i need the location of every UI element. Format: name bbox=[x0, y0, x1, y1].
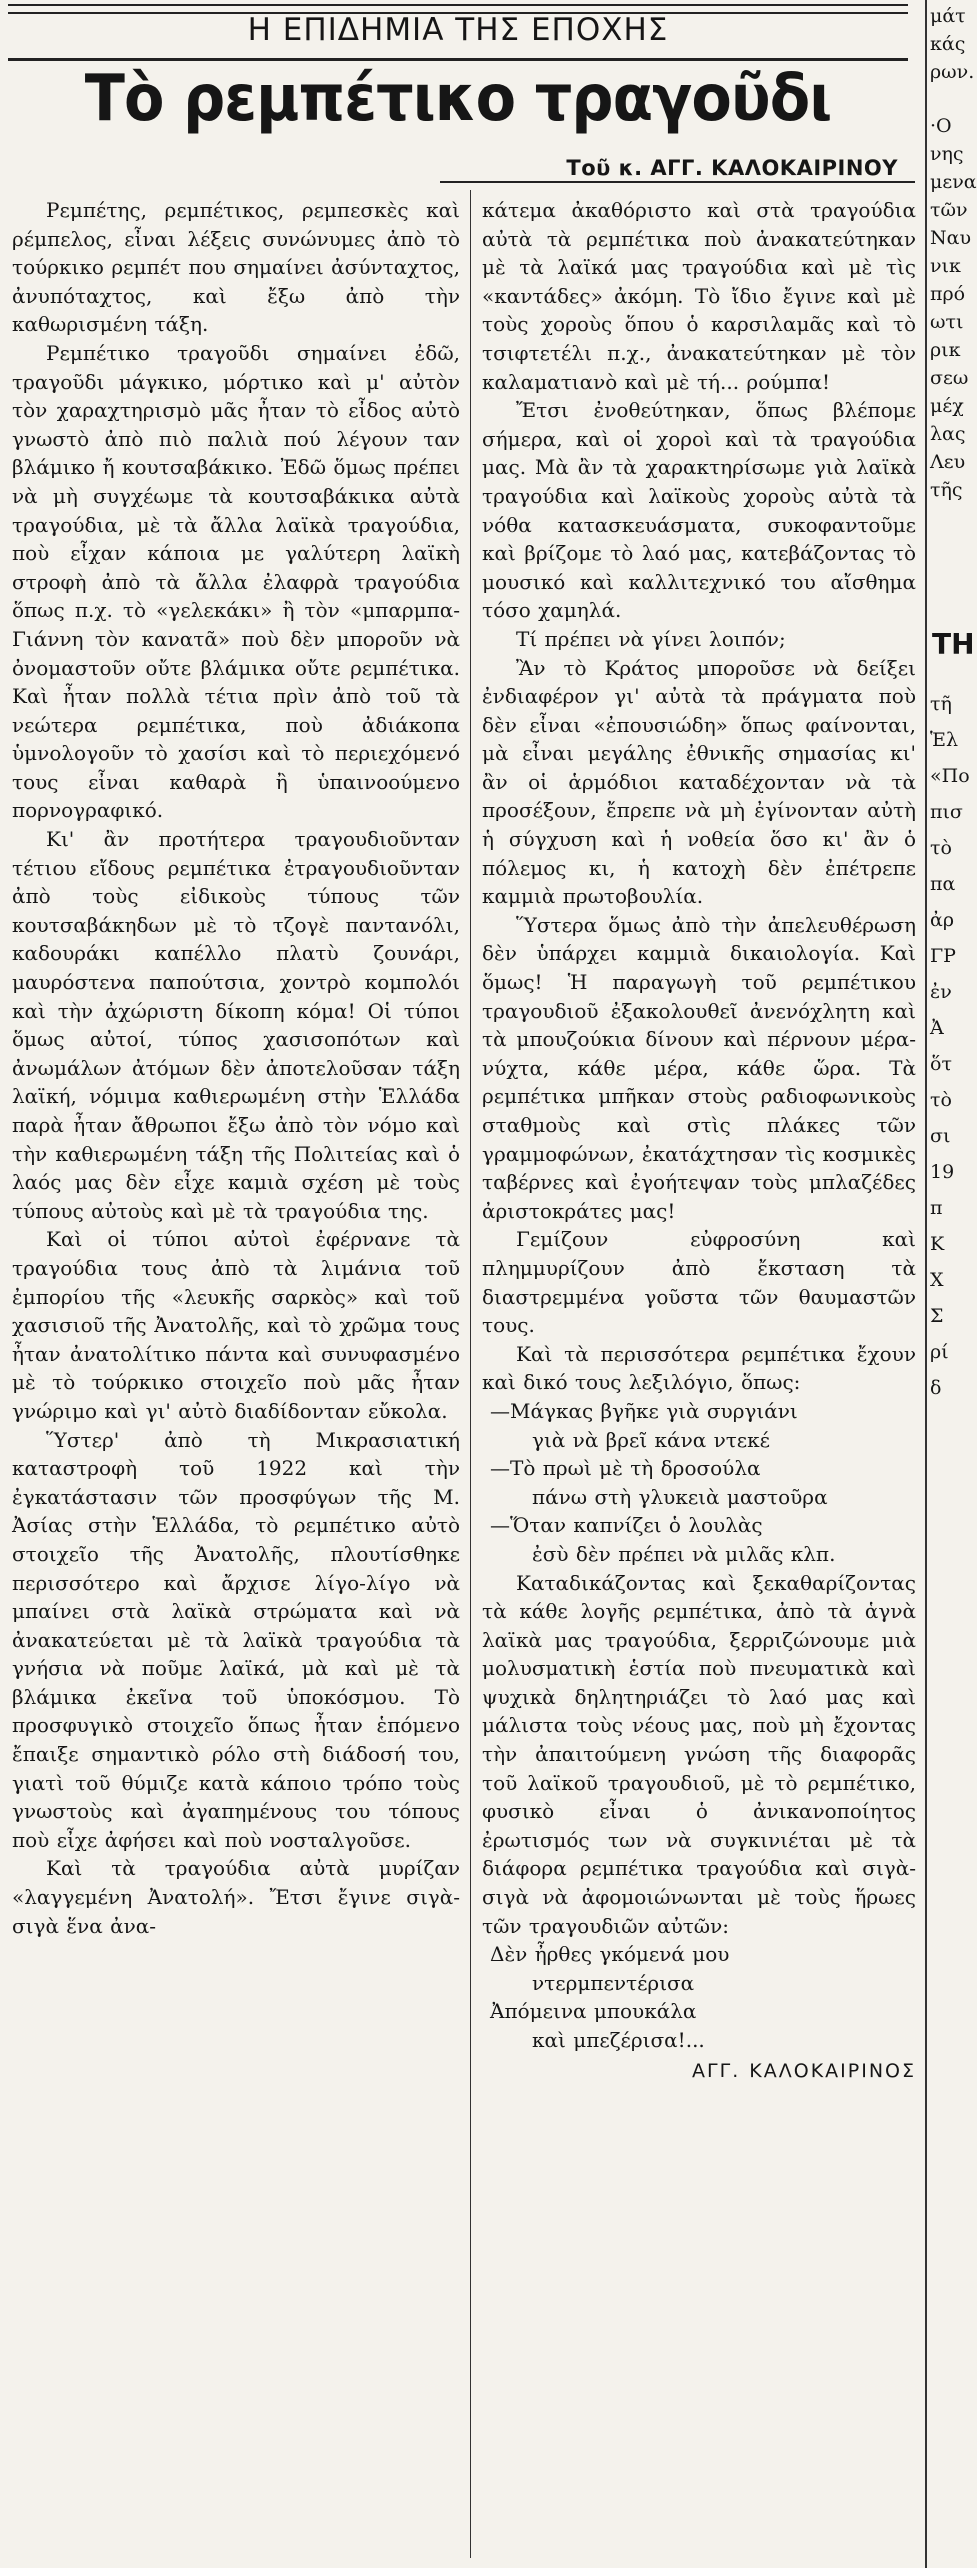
closing-lyric-line: καὶ μπεζέρισα!... bbox=[532, 2028, 705, 2052]
byline-rule bbox=[440, 181, 915, 183]
adjacent-fragment: ΓΡ bbox=[930, 945, 956, 967]
adjacent-headline-fragment: ΤΗ bbox=[932, 628, 975, 661]
paragraph: κάτεμα ἀκαθόριστο καὶ στὰ τραγούδια αὐτὰ τὰ ρεμπέτικα ποὺ ἀνακατεύτηκαν μὲ τὰ λαϊκά μας τραγούδια καὶ μὲ τὶς «καντάδες» ἀκόμη. Τὸ ἴδιο ἔγινε καὶ μὲ τοὺς χοροὺς ὅπου ὁ καρσιλαμᾶς καὶ τὸ τσιφτετέλι π.χ., ἀνακατεύτηκαν μὲ τὸν καλαματιανὸ καὶ μὲ τή... ρούμπα! bbox=[482, 198, 916, 394]
adjacent-fragment: Ναυ bbox=[930, 227, 972, 249]
paragraph: Καὶ οἱ τύποι αὐτοὶ ἐφέρνανε τὰ τραγούδια τους ἀπὸ τὰ λιμάνια τοῦ ἐμπορίου τῆς «λευκῆς σαρκὸς» καὶ τοῦ χασισιοῦ τῆς Ἀνατολῆς, καὶ τὸ χρῶμα τους ἦταν ἀνατολίτικο πάντα καὶ συνυφασμένο μὲ τὸ τούρκικο στοιχεῖο ποὺ μᾶς ἦταν γνώριμο καὶ γι' αὐτὸ διαδίδονταν εὔκολα. bbox=[12, 1227, 460, 1423]
paragraph: Καταδικάζοντας καὶ ξεκαθαρίζοντας τὰ κάθε λογῆς ρεμπέτικα, ἀπὸ τὰ ἁγνὰ λαϊκὰ μας τραγούδια, ξερριζώνουμε μιὰ μολυσματικὴ ἑστία ποὺ πνευματικὰ καὶ ψυχικὰ δηλητηριάζει τὸ λαό μας καὶ μάλιστα τοὺς νέους μας, ποὺ μὴ ἔχοντας τὴν ἀπαιτούμενη γνώση τῆς διαφορᾶς τοῦ λαϊκοῦ τραγουδιοῦ, μὲ τὸ ρεμπέτικο, φυσικὸ εἶναι ὁ ἀνικανοποίητος ἐρωτισμός των νὰ συγκινιέται μὲ τὰ διάφορα ρεμπέτικα τραγούδια καὶ σιγὰ-σιγὰ νὰ ἀφομοιώνωνται μὲ τοὺς ἥρωες τῶν τραγουδιῶν αὐτῶν: bbox=[482, 1570, 916, 1938]
headline: Τὸ ρεμπέτικο τραγοῦδι bbox=[84, 62, 832, 136]
adjacent-fragment: Κ bbox=[930, 1233, 945, 1255]
paragraph: Ὕστερ' ἀπὸ τὴ Μικρασιατική καταστροφὴ τοῦ 1922 καὶ τὴν ἐγκατάστασιν τῶν προσφύγων τῆς Μ. Ἀσίας στὴν Ἑλλάδα, τὸ ρεμπέτικο αὐτὸ στοιχεῖο τῆς Ἀνατολῆς, πλουτίσθηκε περισσότερο καὶ ἄρχισε λίγο-λίγο νὰ μπαίνει στὰ λαϊκὰ στρώματα καὶ νὰ ἀνακατεύεται μὲ τὰ λαϊκὰ τραγούδια τὰ γνήσια νὰ ποῦμε λαϊκά, μὰ καὶ μὲ τὰ βλάμικα ἐκεῖνα τοῦ ὑποκόσμου. Τὸ προσφυγικὸ στοιχεῖο ὅπως ἦταν ἑπόμενο ἔπαιξε σημαντικὸ ρόλο στὴ διάδοσή του, γιατὶ τοῦ θύμιζε κατὰ κάποιο τρόπο τοὺς γνωστοὺς καὶ ἀγαπημένους του τόπους ποὺ εἶχε ἀφήσει καὶ ποὺ νοσταλγοῦσε. bbox=[12, 1427, 460, 1852]
adjacent-fragment: μενα bbox=[930, 171, 977, 193]
paragraph: Καὶ τὰ τραγούδια αὐτὰ μυρίζαν «λαγγεμένη Ἀνατολή». Ἔτσι ἔγινε σιγὰ-σιγὰ ἕνα ἀνα- bbox=[12, 1856, 460, 1938]
adjacent-fragment: Λευ bbox=[930, 451, 966, 473]
adjacent-fragment: πρό bbox=[930, 283, 966, 305]
adjacent-fragment: μάτ bbox=[930, 5, 966, 27]
closing-lyric-line: ντερμπεντέρισα bbox=[532, 1970, 695, 1995]
adjacent-fragment: ρων. bbox=[930, 61, 975, 83]
right-column-divider bbox=[925, 0, 927, 2568]
adjacent-fragment: ἀρ bbox=[930, 909, 955, 931]
adjacent-fragment: π bbox=[930, 1197, 943, 1219]
article-column-2 bbox=[482, 196, 916, 2085]
adjacent-fragment: τῆς bbox=[930, 479, 963, 501]
lyric-line: —Τὸ πρωὶ μὲ τὴ δροσούλα bbox=[490, 1456, 761, 1481]
adjacent-fragment: 19 bbox=[930, 1161, 955, 1183]
closing-lyric-line: Δὲν ἦρθες γκόμενά μου bbox=[490, 1942, 730, 1967]
adjacent-fragment: σεω bbox=[930, 367, 969, 389]
author-signature: ΑΓΓ. ΚΑΛΟΚΑΙΡΙΝΟΣ bbox=[692, 2059, 916, 2082]
section-rule bbox=[8, 58, 908, 61]
adjacent-fragment: πα bbox=[930, 873, 956, 895]
adjacent-fragment: λας bbox=[930, 423, 966, 445]
adjacent-fragment: νικ bbox=[930, 255, 961, 277]
lyric-line: ἐσὺ δὲν πρέπει νὰ μιλᾶς κλπ. bbox=[532, 1541, 836, 1566]
paragraph: Γεμίζουν εὐφροσύνη καὶ πλημμυρίζουν ἀπὸ ἔκσταση τὰ διαστρεμμένα γοῦστα τῶν θαυμαστῶν τους. bbox=[482, 1227, 916, 1338]
adjacent-fragment: Ἑλ bbox=[930, 729, 959, 751]
adjacent-fragment: τὸ bbox=[930, 837, 952, 859]
lyric-line: —Μάγκας βγῆκε γιὰ συργιάνι bbox=[490, 1398, 798, 1423]
paragraph: Τί πρέπει νὰ γίνει λοιπόν; bbox=[516, 626, 786, 651]
closing-lyric-line: Ἀπόμεινα μπουκάλα bbox=[490, 1999, 697, 2024]
adjacent-fragment: τῶν bbox=[930, 199, 968, 221]
adjacent-fragment: νης bbox=[930, 143, 964, 165]
adjacent-fragment: δ bbox=[930, 1377, 942, 1399]
paragraph: Ὕστερα ὅμως ἀπὸ τὴν ἀπελευθέρωση δὲν ὑπάρχει καμμιὰ δικαιολογία. Καὶ ὅμως! Ἡ παραγωγὴ τοῦ ρεμπέτικου τραγουδιοῦ ἐξακολουθεῖ ἀνενόχλητη καὶ τὰ μπουζούκια δίνουν καὶ πέρνουν μέρα-νύχτα, κάθε μέρα, κάθε ὥρα. Τὰ ρεμπέτικα μπῆκαν στοὺς ραδιοφωνικοὺς σταθμοὺς καὶ στὶς πλάκες τῶν γραμμοφώνων, ἐκατάχτησαν τὶς κοσμικὲς ταβέρνες καὶ ἐγοήτεψαν τοὺς μπλαζέδες ἀριστοκράτες μας! bbox=[482, 912, 916, 1223]
lyric-line: —Ὅταν καπνίζει ὁ λουλὰς bbox=[490, 1513, 763, 1538]
paragraph: Ἂν τὸ Κράτος μποροῦσε νὰ δείξει ἐνδιαφέρον γι' αὐτὰ τὰ πράγματα ποὺ δὲν εἶναι «ἐπουσιώδη» ὅπως φαίνονται, μὰ εἶναι μεγάλης ἐθνικῆς σημασίας κι' ἂν οἱ ἁρμόδιοι καταδέχονταν νὰ τὰ προσέξουν, ἔπρεπε νὰ μὴ ἐγίνονταν αὐτὴ ἡ σύγχυση καὶ ἡ νοθεία ὅσο κι' ἂν ὁ πόλεμος κι, ἡ κατοχὴ δὲν ἐπέτρεπε καμμιὰ πρωτοβουλία. bbox=[482, 655, 916, 909]
adjacent-fragment: ὅτ bbox=[930, 1053, 952, 1075]
paragraph: Ἔτσι ἐνοθεύτηκαν, ὅπως βλέπομε σήμερα, καὶ οἱ χοροὶ καὶ τὰ τραγούδια μας. Μὰ ἂν τὰ χαρακτηρίσωμε γιὰ λαϊκὰ τραγούδια καὶ λαϊκοὺς χοροὺς αὐτὰ τὰ νόθα κατασκευάσματα, συκοφαντοῦμε καὶ βρίζομε τὸ λαό μας, κατεβάζοντας τὸ μουσικό καὶ καλλιτεχνικό του αἴσθημα τόσο χαμηλά. bbox=[482, 398, 916, 623]
adjacent-fragment: τὸ bbox=[930, 1089, 952, 1111]
paragraph: Ρεμπέτης, ρεμπέτικος, ρεμπεσκὲς καὶ ρέμπελος, εἶναι λέξεις συνώνυμες ἀπὸ τὸ τούρκικο ρεμπέτ που σημαίνει ἀσύνταχτος, ἀνυπόταχτος, καὶ ἔξω ἀπὸ τὴν καθωρισμένη τάξη. bbox=[12, 198, 460, 337]
paragraph: Καὶ τὰ περισσότερα ρεμπέτικα ἔχουν καὶ δικό τους λεξιλόγιο, ὅπως: bbox=[482, 1341, 916, 1395]
adjacent-fragment: τῆ bbox=[930, 693, 952, 715]
adjacent-fragment: μέχ bbox=[930, 395, 964, 417]
adjacent-fragment: «Πο bbox=[930, 765, 970, 787]
adjacent-fragment: Σ bbox=[930, 1305, 944, 1327]
lyric-line: πάνω στὴ γλυκειὰ μαστοῦρα bbox=[532, 1484, 828, 1509]
column-divider bbox=[470, 190, 471, 2558]
paragraph: Ρεμπέτικο τραγοῦδι σημαίνει ἐδῶ, τραγοῦδι μάγκικο, μόρτικο καὶ μ' αὐτὸν τὸν χαραχτηρισμὸ μᾶς ἦταν τὸ εἶδος αὐτὸ γνωστὸ ἀπὸ πιὸ παλιὰ πού λέγουν ταν βλάμικο ἤ κουτσαβάκικο. Ἐδῶ ὅμως πρέπει νὰ μὴ συγχέωμε τὰ κουτσαβάκικα αὐτὰ τραγούδια, μὲ τὰ ἄλλα λαϊκὰ τραγούδια, ποὺ εἶχαν κάποια με γαλύτερη λαϊκὴ στροφὴ ἀπὸ τὰ ἄλλα ἐλαφρὰ τραγούδια ὅπως π.χ. τὸ «γελεκάκι» ἢ τὸν «μπαρμπα-Γιάννη τὸν κανατᾶ» ποὺ δὲν μποροῦν νὰ ὀνομαστοῦν οὔτε βλάμικα οὔτε ρεμπέτικα. Καὶ ἦταν πολλὰ τέτια πρὶν ἀπὸ τοῦ τὰ νεώτερα ρεμπέτικα, ποὺ ἀδιάκοπα ὑμνολογοῦν τὸ χασίσι καὶ τὸ περιεχόμενό τους εἶναι καθαρὰ ἢ ὑπαινοούμενο πορνογραφικό. bbox=[12, 340, 460, 823]
byline: Τοῦ κ. ΑΓΓ. ΚΑΛΟΚΑΙΡΙΝΟΥ bbox=[566, 156, 898, 180]
paragraph: Κι' ἂν προτήτερα τραγουδιοῦνταν τέτιου εἴδους ρεμπέτικα ἐτραγουδιοῦνταν ἀπὸ τοὺς εἰδικοὺς τύπους τῶν κουτσαβάκηδων μὲ τὸ τζογὲ παντανόλι, καδουράκι καπέλλο πλατὺ ζουνάρι, μαυρόστενα παπούτσια, χοντρὸ κομπολόι καὶ τὴν ἀχώριστη δίκοπη κόμα! Οἱ τύποι ὅμως αὐτοί, τύπος χασισοπότων καὶ ἀνωμάλων ἀτόμων δὲν ἀποτελοῦσαν τάξη λαϊκή, νόμιμα καθιερωμένη στὴν Ἑλλάδα παρὰ ἦταν ἄθρωποι ἔξω ἀπὸ τὸν νόμο καὶ τὴν καθιερωμένη τάξη τῆς Πολιτείας καὶ ὁ λαός μας δὲν εἶχε καμιὰ σχέση μὲ τοὺς τύπους αὐτοὺς καὶ μὲ τὰ τραγούδια της. bbox=[12, 827, 460, 1223]
adjacent-fragment: ἐν bbox=[930, 981, 952, 1003]
adjacent-fragment: ωτι bbox=[930, 311, 964, 333]
adjacent-fragment: ρί bbox=[930, 1341, 949, 1363]
adjacent-fragment: σι bbox=[930, 1125, 951, 1147]
adjacent-fragment: ρικ bbox=[930, 339, 961, 361]
section-header: Η ΕΠΙΔΗΜΙΑ ΤΗΣ ΕΠΟΧΗΣ bbox=[247, 12, 669, 48]
adjacent-fragment: Χ bbox=[930, 1269, 944, 1291]
adjacent-fragment: ·Ο bbox=[930, 115, 952, 137]
adjacent-fragment: κάς bbox=[930, 33, 966, 55]
lyric-line: γιὰ νὰ βρεῖ κάνα ντεκέ bbox=[532, 1427, 771, 1452]
article-column-1 bbox=[12, 196, 460, 1940]
adjacent-fragment: πισ bbox=[930, 801, 963, 823]
adjacent-fragment: Ἀ bbox=[930, 1017, 944, 1039]
